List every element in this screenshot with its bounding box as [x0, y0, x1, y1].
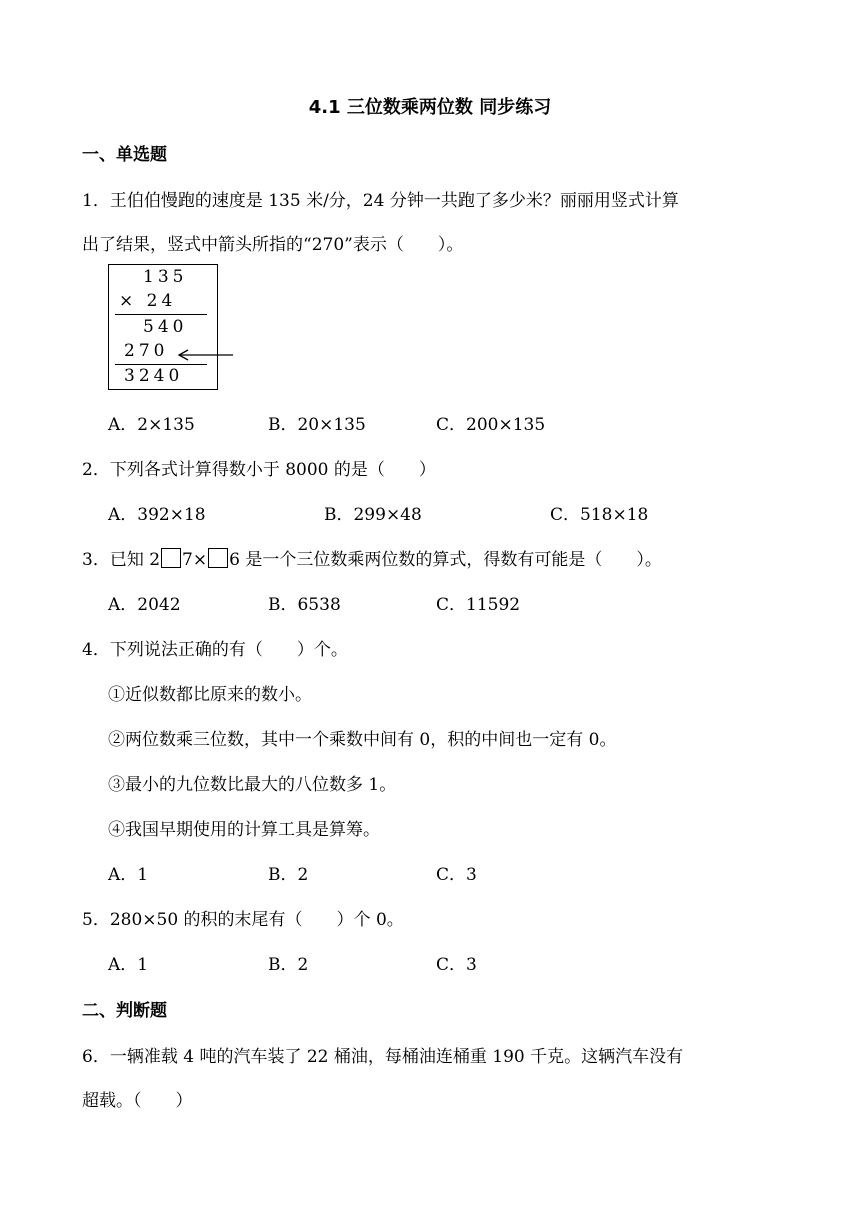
vertical-multiplication-figure	[108, 264, 218, 390]
vertical-partial-product-1: 540	[143, 317, 188, 337]
question-1-option-b[interactable]: B．20×135	[268, 415, 366, 435]
blank-digit-box	[208, 548, 228, 568]
vertical-partial-product-2: 270	[124, 341, 169, 361]
question-5-option-b[interactable]: B．2	[268, 955, 309, 975]
question-4-statement-2: ②两位数乘三位数，其中一个乘数中间有 0，积的中间也一定有 0。	[108, 730, 617, 750]
question-2-options	[108, 500, 808, 524]
question-6-line-2: 超载。（ ）	[82, 1091, 193, 1111]
section-heading-single-choice: 一、单选题	[82, 145, 167, 165]
vertical-multiplicand: 135	[143, 267, 188, 287]
section-heading-true-false: 二、判断题	[82, 1001, 167, 1021]
vertical-rule-2	[115, 364, 207, 365]
question-4-option-a[interactable]: A．1	[108, 865, 149, 885]
vertical-rule-1	[115, 314, 207, 315]
question-1-line-1: 1．王伯伯慢跑的速度是 135 米/分，24 分钟一共跑了多少米？丽丽用竖式计算	[82, 191, 679, 211]
question-5-text: 5．280×50 的积的末尾有（ ）个 0。	[82, 910, 404, 930]
question-4-statement-1: ①近似数都比原来的数小。	[108, 685, 312, 705]
question-4-statement-3: ③最小的九位数比最大的八位数多 1。	[108, 775, 397, 795]
question-5-option-c[interactable]: C．3	[436, 955, 477, 975]
blank-digit-box	[161, 548, 181, 568]
question-1-options	[108, 410, 808, 434]
question-4-option-c[interactable]: C．3	[436, 865, 477, 885]
question-4-options	[108, 860, 808, 884]
question-4-option-b[interactable]: B．2	[268, 865, 309, 885]
question-2-option-b[interactable]: B．299×48	[324, 505, 422, 525]
question-1-option-c[interactable]: C．200×135	[436, 415, 546, 435]
question-3-options	[108, 590, 808, 614]
question-1-line-2: 出了结果，竖式中箭头所指的“270”表示（ ）。	[82, 235, 464, 255]
vertical-multiplier: × 24	[119, 291, 177, 311]
left-arrow-icon	[176, 348, 234, 362]
question-2-text: 2．下列各式计算得数小于 8000 的是（ ）	[82, 460, 436, 480]
question-2-option-c[interactable]: C．518×18	[550, 505, 649, 525]
vertical-product: 3240	[124, 366, 184, 386]
page-title: 4.1 三位数乘两位数 同步练习	[308, 97, 552, 118]
question-5-option-a[interactable]: A．1	[108, 955, 149, 975]
question-2-option-a[interactable]: A．392×18	[108, 505, 206, 525]
question-3-option-b[interactable]: B．6538	[268, 595, 341, 615]
question-3-option-c[interactable]: C．11592	[436, 595, 521, 615]
question-5-options	[108, 950, 808, 974]
question-3-text-part-3: 6 是一个三位数乘两位数的算式，得数有可能是（ ）。	[229, 550, 662, 570]
question-3-option-a[interactable]: A．2042	[108, 595, 181, 615]
question-4-text: 4．下列说法正确的有（ ）个。	[82, 640, 348, 660]
question-1-option-a[interactable]: A．2×135	[108, 415, 195, 435]
question-3-text-part-1: 3．已知 2	[82, 550, 161, 570]
question-3-text	[82, 545, 662, 570]
question-3-text-part-2: 7×	[182, 550, 208, 570]
question-6-line-1: 6．一辆准载 4 吨的汽车装了 22 桶油，每桶油连桶重 190 千克。这辆汽车没有	[82, 1047, 684, 1067]
question-4-statement-4: ④我国早期使用的计算工具是算筹。	[108, 820, 380, 840]
